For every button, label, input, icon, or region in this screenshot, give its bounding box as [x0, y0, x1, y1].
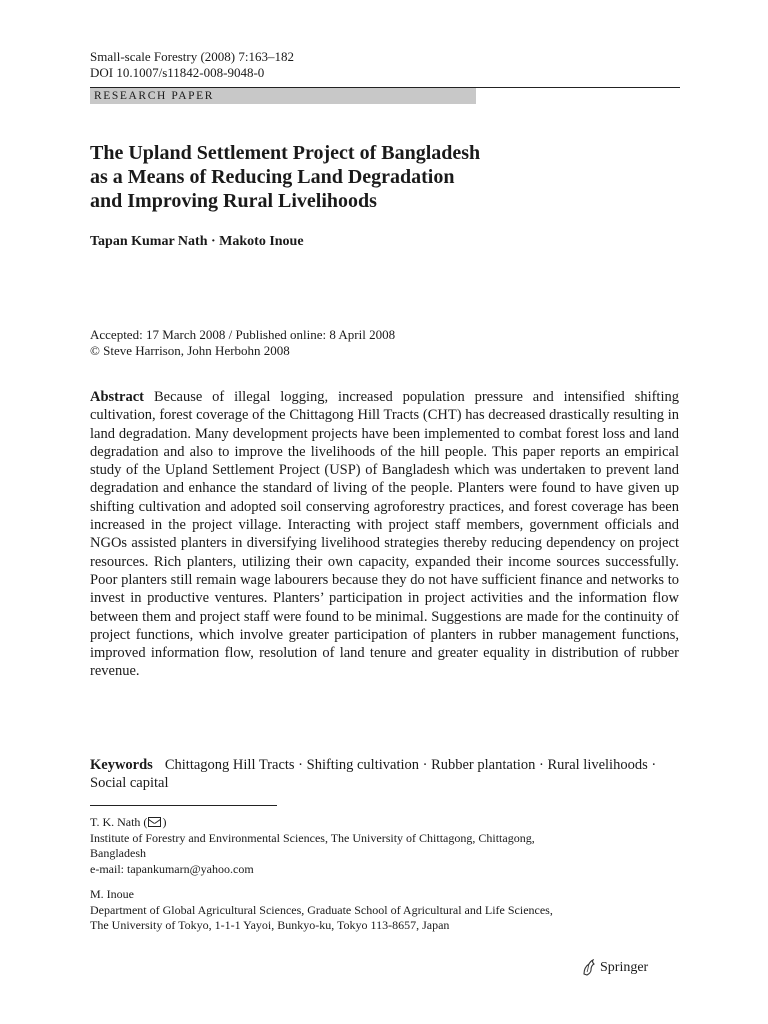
- abstract: [90, 388, 679, 681]
- author1-footnote: [90, 815, 690, 877]
- author1-affiliation-country: Bangladesh: [90, 846, 146, 860]
- author2-footnote: [90, 887, 690, 934]
- abstract-heading: Abstract: [90, 389, 144, 405]
- journal-citation: Small-scale Forestry (2008) 7:163–182: [90, 49, 294, 64]
- paper-title: [90, 141, 690, 213]
- accepted-published-line: Accepted: 17 March 2008 / Published online: 8 April 2008: [90, 327, 396, 342]
- publisher-name: Springer: [600, 959, 649, 975]
- author2-address: The University of Tokyo, 1-1-1 Yayoi, Bunkyo-ku, Tokyo 113-8657, Japan: [90, 918, 450, 932]
- publication-dates: [90, 327, 395, 359]
- author-list: Tapan Kumar Nath · Makoto Inoue: [90, 234, 304, 249]
- author2-affiliation: Department of Global Agricultural Sciences, Graduate School of Agricultural and Life Sciences,: [90, 902, 553, 917]
- title-line: The Upland Settlement Project of Bangladesh: [90, 142, 481, 164]
- journal-info: [90, 49, 294, 81]
- springer-horse-icon: [581, 959, 596, 976]
- footnote-rule: [90, 805, 277, 806]
- title-line: and Improving Rural Livelihoods: [90, 190, 377, 212]
- author1-name: T. K. Nath (: [90, 815, 148, 829]
- copyright-line: © Steve Harrison, John Herbohn 2008: [90, 343, 290, 358]
- title-line: as a Means of Reducing Land Degradation: [90, 166, 455, 188]
- author1-name-close: ): [162, 815, 167, 829]
- author1-affiliation: Institute of Forestry and Environmental Sciences, The University of Chittagong, Chittagong,: [90, 830, 535, 845]
- author1-name-line: [90, 815, 690, 831]
- keywords: [90, 756, 679, 793]
- keywords-heading: Keywords: [90, 757, 153, 773]
- publisher-logo: [581, 959, 648, 976]
- abstract-text: Because of illegal logging, increased population pressure and intensified shifting cultivation, forest coverage of the Chittagong Hill Tracts (CHT) has decreased drastically resulting in land degradation. Many development projects have been implemented to combat forest loss and land degradation and also to improve the livelihoods of the hill people. This paper reports an empirical study of the Upland Settlement Project (USP) of Bangladesh which was undertaken to prevent land degradation and enhance the standard of living of the people. Planters were found to have given up shifting cultivation and adopted soil conserving agroforestry practices, and forest coverage has been increased in the project village. Interacting with project staff members, government officials and NGOs assisted planters in diversifying livelihood strategies thereby reducing dependency on project resources. Rich planters, utilizing their own capacity, expanded their income sources successfully. Poor planters still remain wage labourers because they do not have sufficient finance and networks to invest in productive ventures. Planters’ participation in project activities and the information flow between them and project staff were found to be minimal. Suggestions are made for the continuity of project functions, which involve greater participation of planters in rubber management functions, improved information flow, resolution of land tenure and greater equality in distribution of rubber revenue.: [90, 389, 679, 680]
- keywords-text: Chittagong Hill Tracts · Shifting cultivation · Rubber plantation · Rural livelihoods · Social capital: [90, 757, 657, 792]
- author2-name: M. Inoue: [90, 887, 134, 901]
- envelope-icon: [148, 817, 161, 827]
- doi: DOI 10.1007/s11842-008-9048-0: [90, 65, 265, 80]
- author1-email: e-mail: tapankumarn@yahoo.com: [90, 861, 254, 876]
- section-label: RESEARCH PAPER: [90, 88, 476, 104]
